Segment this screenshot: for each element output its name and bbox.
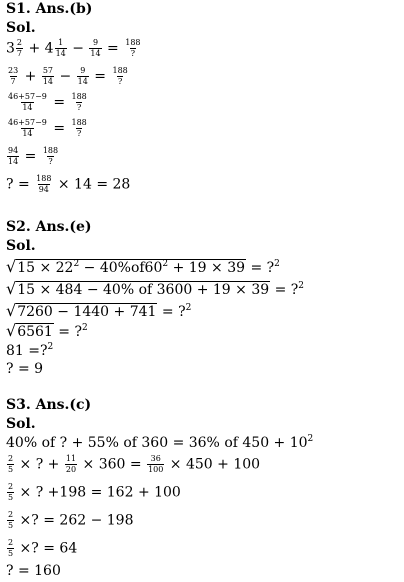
radical-sign: √ [6, 321, 17, 340]
radical-sign: √ [6, 257, 17, 276]
equals-sign: = [107, 40, 119, 57]
denominator: 14 [42, 77, 54, 86]
s3-l4-frac-1 [7, 510, 14, 531]
equation-text: 81 =? [6, 343, 48, 359]
s3-sol-label: Sol. [6, 416, 36, 432]
rhs: = ? [270, 282, 299, 298]
s1-l5-frac-1 [7, 146, 19, 167]
numerator: 57 [42, 66, 54, 75]
exponent: 2 [73, 259, 80, 269]
s3-line-4 [6, 510, 134, 531]
equation-text: 40% of ? + 55% of 360 = 36% of 450 + 10 [6, 435, 308, 451]
exponent: 2 [307, 434, 314, 444]
numerator: 46+57−9 [8, 92, 47, 101]
numerator: 188 [112, 66, 128, 75]
radicand [16, 259, 246, 276]
s2-line-2 [6, 280, 304, 299]
equals-sign: = [94, 68, 107, 85]
numerator: 9 [80, 66, 86, 75]
numerator: 188 [125, 38, 141, 47]
equation-text: ×? = 262 − 198 [19, 512, 134, 529]
denominator: ? [48, 157, 53, 166]
s3-line-5 [6, 538, 77, 559]
s3-line-3 [6, 482, 181, 503]
equation-text: × ? + [19, 456, 60, 473]
s3-line-1 [6, 434, 313, 452]
s3-l3-frac-1 [7, 482, 14, 503]
plus-sign: + [24, 68, 37, 85]
equals-sign: = [53, 94, 66, 111]
s1-l1-frac-3 [89, 38, 101, 59]
rhs: = ? [157, 304, 186, 320]
equation-text: × 450 + 100 [169, 456, 261, 473]
denominator: 14 [55, 49, 66, 58]
numerator: 2 [16, 38, 23, 47]
s2-line-1 [6, 258, 280, 277]
s1-line-6 [6, 174, 130, 195]
s1-heading: S1. Ans.(b) [6, 1, 93, 17]
radicand-part: 15 × 22 [17, 260, 74, 276]
s1-l4-frac-1 [7, 118, 48, 139]
denominator: 14 [22, 103, 33, 112]
denominator: ? [130, 49, 136, 58]
s1-l4-frac-2 [71, 118, 88, 139]
numerator: 2 [8, 454, 14, 463]
square-root [6, 258, 246, 277]
s1-l2-frac-4 [111, 66, 128, 87]
s1-line-1 [6, 38, 143, 59]
s1-l6-frac-1 [35, 174, 52, 195]
exponent: 2 [274, 259, 280, 269]
denominator: 14 [90, 49, 101, 58]
s1-line-2 [6, 66, 130, 87]
square-root [6, 322, 54, 341]
s3-l2-frac-1 [7, 454, 14, 475]
exponent: 2 [298, 281, 305, 291]
s3-l2-frac-2 [65, 454, 77, 475]
s2-line-6: ? = 9 [6, 361, 44, 377]
equation-text: × 360 = [82, 456, 142, 473]
radical-sign: √ [6, 279, 17, 298]
numerator: 11 [65, 454, 77, 463]
numerator: 188 [71, 118, 87, 127]
denominator: 14 [8, 157, 19, 166]
s1-l6-rhs: × 14 = 28 [57, 176, 131, 193]
numerator: 23 [8, 66, 19, 75]
s3-line-2 [6, 454, 260, 475]
denominator: 94 [38, 185, 49, 194]
s2-sol-label: Sol. [6, 238, 36, 254]
numerator: 1 [58, 38, 64, 47]
denominator: ? [117, 77, 123, 86]
denominator: 14 [77, 77, 88, 86]
s3-heading: S3. Ans.(c) [6, 397, 92, 413]
s1-l6-lhs: ? = [6, 176, 30, 193]
exponent: 2 [47, 342, 54, 352]
equation-text: × ? +198 = 162 + 100 [19, 484, 181, 501]
exponent: 2 [185, 303, 192, 313]
denominator: 5 [8, 549, 14, 558]
numerator: 36 [150, 454, 161, 463]
square-root [6, 302, 157, 321]
s3-l2-frac-3 [147, 454, 164, 475]
radicand-part: − 40%of60 [79, 260, 163, 276]
exponent: 2 [81, 323, 88, 333]
denominator: 5 [8, 493, 14, 502]
s1-l3-frac-2 [71, 92, 88, 113]
plus-sign: + [28, 40, 41, 57]
numerator: 2 [8, 538, 14, 547]
s3-l5-frac-1 [7, 538, 14, 559]
denominator: 100 [148, 465, 164, 474]
s2-line-5 [6, 342, 53, 360]
s1-l1-frac-2 [55, 38, 67, 59]
s1-sol-label: Sol. [6, 20, 36, 36]
s2-line-3 [6, 302, 191, 321]
denominator: 7 [16, 49, 23, 58]
minus-sign: − [59, 68, 72, 85]
numerator: 94 [8, 146, 19, 155]
denominator: 5 [8, 521, 14, 530]
numerator: 9 [92, 38, 99, 47]
square-root [6, 280, 270, 299]
equation-text: ×? = 64 [19, 540, 78, 557]
s1-l1-frac-4 [124, 38, 141, 59]
numerator: 188 [42, 146, 59, 155]
denominator: 7 [10, 77, 16, 86]
s1-line-4 [6, 118, 89, 139]
numerator: 188 [71, 92, 87, 101]
denominator: 5 [8, 465, 14, 474]
denominator: ? [76, 129, 82, 138]
rhs: = ? [246, 260, 275, 276]
s1-l1-whole-2: 4 [44, 40, 54, 57]
denominator: 20 [65, 465, 77, 474]
radicand: 15 × 484 − 40% of 3600 + 19 × 39 [17, 282, 270, 298]
s1-line-5 [6, 146, 60, 167]
exponent: 2 [162, 259, 169, 269]
radicand: 6561 [17, 324, 53, 340]
denominator: 14 [22, 129, 33, 138]
s1-l3-frac-1 [7, 92, 48, 113]
s2-heading: S2. Ans.(e) [6, 219, 92, 235]
s1-line-3 [6, 92, 89, 113]
equals-sign: = [24, 148, 37, 165]
s1-l2-frac-1 [7, 66, 19, 87]
denominator: ? [76, 103, 82, 112]
s1-l2-frac-3 [77, 66, 89, 87]
numerator: 188 [36, 174, 52, 183]
minus-sign: − [72, 40, 84, 57]
radical-sign: √ [6, 301, 17, 320]
radicand-part: + 19 × 39 [168, 260, 246, 276]
s2-line-4 [6, 322, 88, 341]
numerator: 2 [8, 482, 14, 491]
rhs: = ? [53, 324, 82, 340]
s3-line-6: ? = 160 [6, 563, 61, 579]
radicand: 7260 − 1440 + 741 [17, 304, 157, 320]
numerator: 46+57−9 [8, 118, 47, 127]
numerator: 2 [8, 510, 14, 519]
s1-l1-whole-1: 3 [6, 40, 15, 57]
s1-l1-frac-1 [16, 38, 23, 59]
s1-l2-frac-2 [42, 66, 54, 87]
equals-sign: = [53, 120, 66, 137]
s1-l5-frac-2 [42, 146, 59, 167]
